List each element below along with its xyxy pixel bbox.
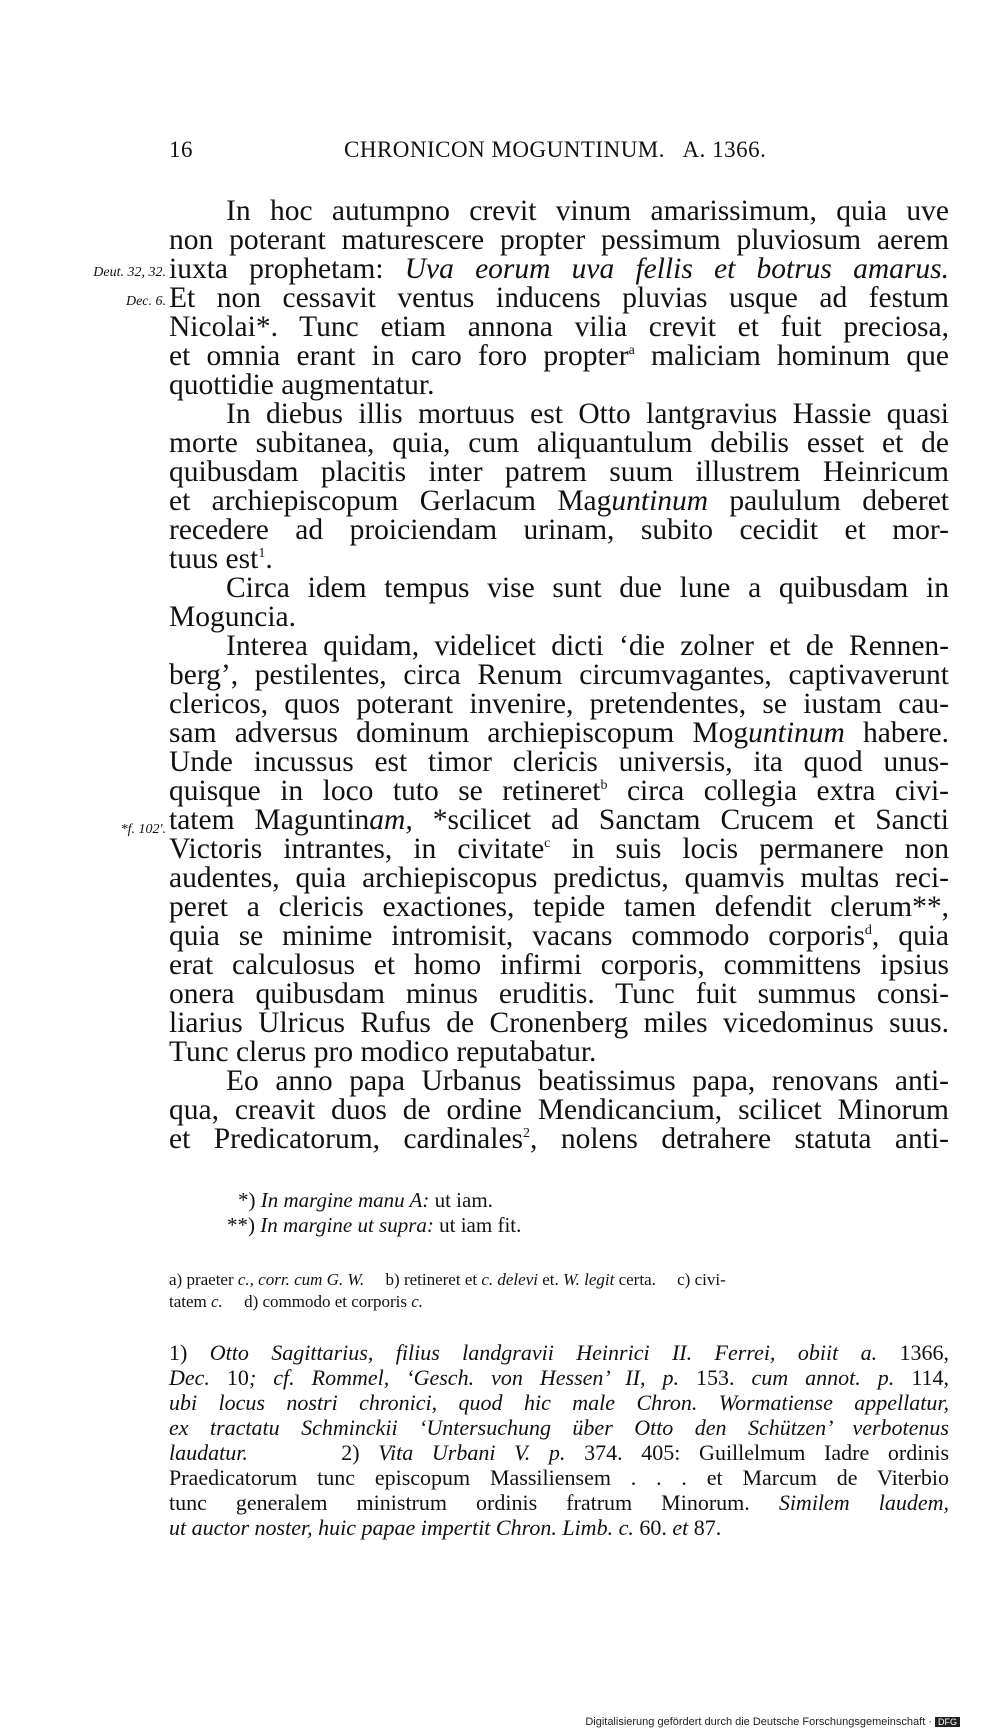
text-line: Moguncia. [169, 601, 296, 633]
text-line: quottidie augmentatur. [169, 369, 435, 401]
footnote-line: ex tractatu Schminckii ‘Untersuchung über Otto den Schützen’ verbotenus [169, 1415, 949, 1440]
text-line: sam adversus dominum archiepiscopum Moguntinum habere. [169, 717, 950, 749]
margin-note-dec: Dec. 6. [125, 294, 166, 309]
text-line: audentes, quia archiepiscopus predictus, quamvis multas reci- [169, 862, 949, 894]
text-line: liarius Ulricus Rufus de Cronenberg miles vicedominus suus. [169, 1007, 949, 1039]
text-line: In diebus illis mortuus est Otto lantgravius Hassie quasi [226, 398, 949, 430]
footnote-line: tunc generalem ministrum ordinis fratrum Minorum. Similem laudem, [169, 1490, 949, 1515]
variant-note: tatem c. d) commodo et corporis c. [169, 1292, 423, 1311]
text-line: onera quibusdam minus eruditis. Tunc fuit summus consi- [169, 978, 949, 1010]
text-line: iuxta prophetam: Uva eorum uva fellis et botrus amarus. [169, 253, 949, 285]
dfg-logo: DFG [935, 1717, 960, 1727]
star-note: **) In margine ut supra: ut iam fit. [227, 1213, 522, 1237]
text-line: quibusdam placitis inter patrem suum illustrem Heinricum [169, 456, 949, 488]
text-line: quia se minime intromisit, vacans commodo corporis$^d$, quia [169, 920, 949, 952]
footnote-line: 1) Otto Sagittarius, filius landgravii Heinrici II. Ferrei, obiit a. 1366, [169, 1340, 950, 1365]
variant-note: a) praeter c., corr. cum G. W. b) retineret et c. delevi et. W. legit certa. c) civi- [169, 1270, 726, 1289]
margin-note-deut: Deut. 32, 32. [93, 265, 166, 280]
margin-note-folio: *f. 102'. [120, 822, 166, 837]
page-number: 16 [169, 137, 193, 162]
text-line: Nicolai*. Tunc etiam annona vilia crevit et fuit preciosa, [169, 311, 949, 343]
text-line: Eo anno papa Urbanus beatissimus papa, renovans anti- [226, 1065, 949, 1097]
footnote-line: ut auctor noster, huic papae impertit Chron. Limb. c. 60. et 87. [169, 1515, 722, 1540]
text-line: et omnia erant in caro foro propter$^a$ maliciam hominum que [169, 340, 949, 372]
text-line: Unde incussus est timor clericis universis, ita quod unus- [169, 746, 949, 778]
text-line: quisque in loco tuto se retineret$^b$ circa collegia extra civi- [169, 775, 949, 807]
running-title: CHRONICON MOGUNTINUM. A. 1366. [344, 137, 767, 162]
text-line: berg’, pestilentes, circa Renum circumvagantes, captivaverunt [169, 659, 949, 691]
text-line: et Predicatorum, cardinales$^2$, nolens detrahere statuta anti- [169, 1123, 949, 1155]
footnote-line: Dec. 10; cf. Rommel, ‘Gesch. von Hessen’ II, p. 153. cum annot. p. 114, [169, 1365, 950, 1390]
text-line: morte subitanea, quia, cum aliquantulum debilis esset et de [169, 427, 949, 459]
text-line: Circa idem tempus vise sunt due lune a quibusdam in [226, 572, 949, 604]
footnote-line: ubi locus nostri chronici, quod hic male Chron. Wormatiense appellatur, [169, 1390, 949, 1415]
text-line: peret a clericis exactiones, tepide tamen defendit clerum**, [169, 891, 949, 923]
text-line: non poterant maturescere propter pessimum pluviosum aerem [169, 224, 949, 256]
footnote-line: Praedicatorum tunc episcopum Massiliensem . . . et Marcum de Viterbio [169, 1465, 949, 1490]
text-line: Interea quidam, videlicet dicti ‘die zolner et de Rennen- [226, 630, 949, 662]
text-line: tatem Maguntinam, *scilicet ad Sanctam Crucem et Sancti [169, 804, 949, 836]
text-line: tuus est$^1$. [169, 543, 273, 575]
digitization-credit: Digitalisierung gefördert durch die Deutsche Forschungsgemeinschaft · DFG [585, 1716, 960, 1728]
text-line: In hoc autumpno crevit vinum amarissimum, quia uve [226, 195, 949, 227]
text-line: recedere ad proiciendam urinam, subito cecidit et mor- [169, 514, 949, 546]
text-line: Victoris intrantes, in civitate$^c$ in suis locis permanere non [169, 833, 949, 865]
text-line: et archiepiscopum Gerlacum Maguntinum paululum deberet [169, 485, 949, 517]
text-line: erat calculosus et homo infirmi corporis, committens ipsius [169, 949, 949, 981]
text-line: Tunc clerus pro modico reputabatur. [169, 1036, 597, 1068]
footnote-line: laudatur. 2) Vita Urbani V. p. 374. 405: Guillelmum Iadre ordinis [169, 1440, 950, 1465]
text-line: qua, creavit duos de ordine Mendicancium, scilicet Minorum [169, 1094, 949, 1126]
text-line: Et non cessavit ventus inducens pluvias usque ad festum [169, 282, 949, 314]
text-line: clericos, quos poterant invenire, pretendentes, se iustam cau- [169, 688, 949, 720]
star-note: *) In margine manu A: ut iam. [238, 1188, 493, 1212]
